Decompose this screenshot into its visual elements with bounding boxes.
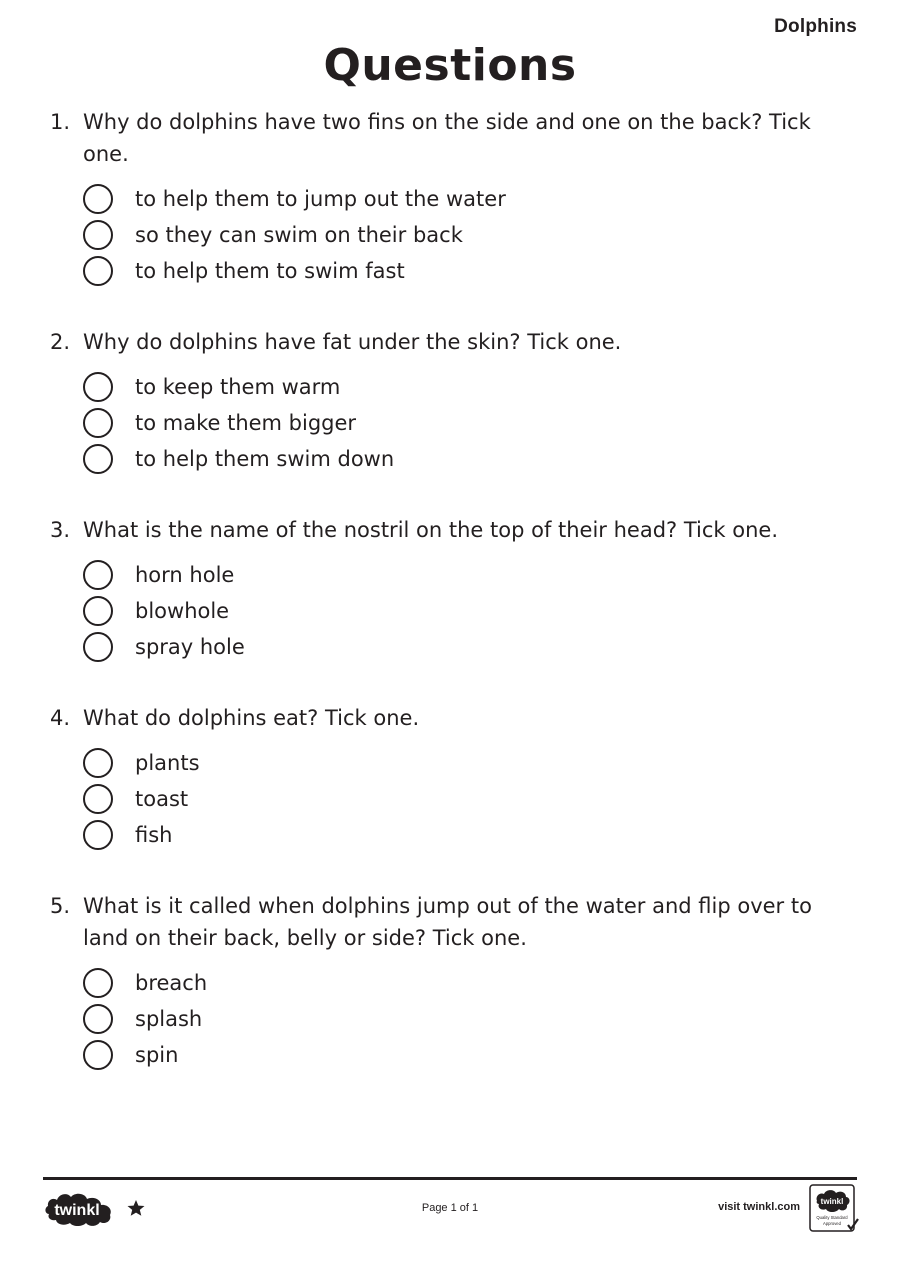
tick-circle[interactable]	[83, 560, 113, 590]
footer-divider	[43, 1177, 857, 1180]
page-title: Questions	[323, 40, 577, 91]
answer-label: toast	[135, 787, 189, 811]
question-4	[50, 702, 870, 853]
tick-circle[interactable]	[83, 1004, 113, 1034]
answer-option[interactable]	[83, 817, 870, 853]
answer-option[interactable]	[83, 745, 870, 781]
tick-circle[interactable]	[83, 444, 113, 474]
tick-circle[interactable]	[83, 596, 113, 626]
answer-option[interactable]	[83, 557, 870, 593]
answer-option[interactable]	[83, 965, 870, 1001]
answer-option[interactable]	[83, 629, 870, 665]
answer-label: breach	[135, 971, 208, 995]
answer-option[interactable]	[83, 781, 870, 817]
question-3	[50, 514, 870, 665]
answer-label: to keep them warm	[135, 375, 341, 399]
answer-label: blowhole	[135, 599, 230, 623]
question-text: Why do dolphins have fat under the skin? Tick one.	[83, 330, 622, 354]
answer-label: to help them to swim fast	[135, 259, 405, 283]
logo-wordmark: twinkl	[54, 1202, 100, 1219]
tick-circle[interactable]	[83, 220, 113, 250]
answer-option[interactable]	[83, 1037, 870, 1073]
tick-circle[interactable]	[83, 184, 113, 214]
answer-option[interactable]	[83, 217, 870, 253]
question-number: 4.	[50, 706, 71, 730]
question-number: 3.	[50, 518, 71, 542]
badge-text-line2: Approved	[823, 1221, 841, 1226]
tick-circle[interactable]	[83, 408, 113, 438]
answer-label: spray hole	[135, 635, 245, 659]
tick-circle[interactable]	[83, 372, 113, 402]
answer-label: to make them bigger	[135, 411, 357, 435]
question-1	[50, 106, 870, 289]
answer-label: horn hole	[135, 563, 235, 587]
answer-option[interactable]	[83, 369, 870, 405]
question-text: What is the name of the nostril on the top of their head? Tick one.	[83, 518, 779, 542]
tick-circle[interactable]	[83, 748, 113, 778]
answer-option[interactable]	[83, 1001, 870, 1037]
question-number: 2.	[50, 330, 71, 354]
tick-circle[interactable]	[83, 784, 113, 814]
answer-label: spin	[135, 1043, 179, 1067]
answer-label: to help them swim down	[135, 447, 395, 471]
answer-label: fish	[135, 823, 173, 847]
question-2	[50, 326, 870, 477]
answer-label: to help them to jump out the water	[135, 187, 506, 211]
answer-option[interactable]	[83, 441, 870, 477]
visit-link[interactable]: visit twinkl.com	[718, 1201, 800, 1213]
page-number: Page 1 of 1	[421, 1202, 479, 1214]
question-number: 5.	[50, 894, 71, 918]
question-text: What do dolphins eat? Tick one.	[83, 706, 420, 730]
tick-circle[interactable]	[83, 256, 113, 286]
answer-option[interactable]	[83, 405, 870, 441]
question-text: Why do dolphins have two fins on the side and one on the back? Tick one.	[83, 110, 811, 166]
answer-option[interactable]	[83, 253, 870, 289]
answer-label: splash	[135, 1007, 203, 1031]
answer-option[interactable]	[83, 181, 870, 217]
question-text: What is it called when dolphins jump out of the water and flip over to land on their back, belly or side? Tick one.	[83, 894, 812, 950]
badge-text-line1: Quality Standard	[816, 1215, 848, 1220]
question-5	[50, 890, 870, 1073]
quality-badge	[808, 1183, 860, 1235]
question-number: 1.	[50, 110, 71, 134]
answer-label: plants	[135, 751, 200, 775]
tick-circle[interactable]	[83, 968, 113, 998]
badge-wordmark: twinkl	[820, 1197, 844, 1206]
tick-circle[interactable]	[83, 820, 113, 850]
answer-option[interactable]	[83, 593, 870, 629]
question-list	[50, 106, 870, 1110]
answer-label: so they can swim on their back	[135, 223, 463, 247]
tick-circle[interactable]	[83, 1040, 113, 1070]
topic-label: Dolphins	[774, 16, 857, 37]
tick-circle[interactable]	[83, 632, 113, 662]
